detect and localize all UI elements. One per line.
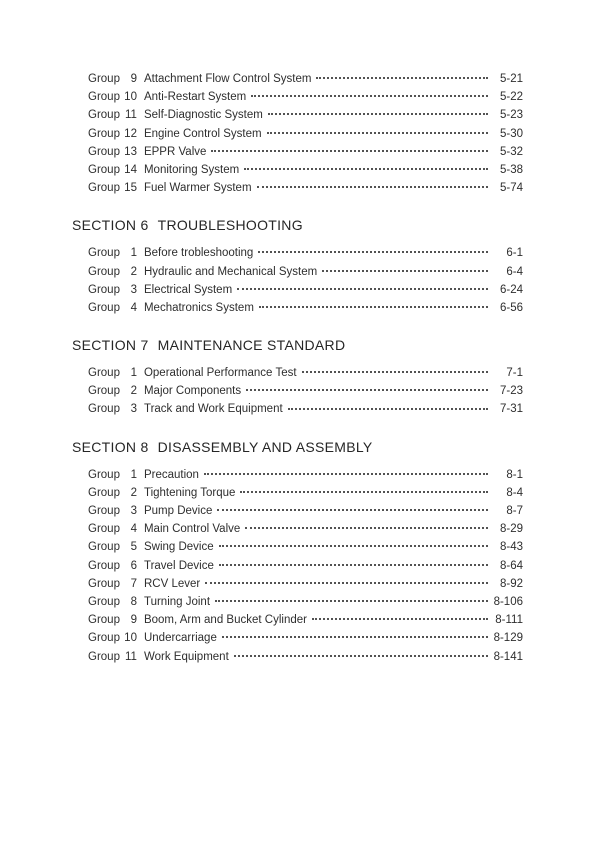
group-label: Group [88, 577, 120, 590]
group-label: Group [88, 468, 120, 481]
entry-title: Tightening Torque [143, 486, 236, 499]
entry-page-number: 7-31 [499, 403, 523, 416]
dot-leader [312, 618, 488, 620]
entry-title: Major Components [143, 385, 242, 398]
dot-leader [237, 288, 488, 290]
group-number: 15 [124, 182, 137, 195]
dot-leader [288, 408, 488, 410]
entry-page-number: 8-1 [506, 468, 523, 481]
entry-title: Work Equipment [143, 650, 229, 663]
toc-entry [72, 179, 523, 197]
toc-entry [72, 143, 523, 161]
entry-title: Undercarriage [143, 632, 217, 645]
entry-title: Turning Joint [143, 595, 211, 608]
toc-entry [72, 125, 523, 143]
entry-page-number: 5-21 [499, 73, 523, 85]
group-number: 13 [124, 145, 137, 158]
entry-page-number: 5-30 [499, 127, 523, 140]
group-number: 2 [130, 385, 137, 398]
toc-entry [72, 629, 523, 647]
toc-entry [72, 400, 523, 418]
entry-title: Monitoring System [143, 163, 240, 176]
group-number: 11 [125, 650, 137, 663]
group-label: Group [88, 523, 120, 536]
entry-title: Engine Control System [143, 127, 262, 140]
group-label: Group [88, 486, 120, 499]
group-number: 4 [130, 301, 137, 314]
entry-page-number: 6-24 [499, 283, 523, 296]
entry-page-number: 6-1 [506, 247, 523, 260]
group-number: 7 [130, 577, 137, 590]
toc-entry [72, 70, 523, 88]
group-number: 3 [130, 505, 137, 517]
toc-entry [72, 299, 523, 317]
entry-page-number: 8-7 [506, 505, 523, 517]
group-label: Group [88, 301, 120, 314]
dot-leader [259, 306, 488, 308]
dot-leader [316, 77, 488, 79]
section-number: SECTION 7 [72, 337, 149, 354]
group-number: 3 [130, 403, 137, 416]
entry-title: Electrical System [143, 283, 233, 296]
toc-entry [72, 88, 523, 106]
entry-title: Travel Device [143, 559, 214, 572]
group-label: Group [88, 595, 120, 608]
group-label: Group [88, 614, 120, 627]
entry-page-number: 8-111 [495, 614, 523, 627]
group-label: Group [88, 559, 120, 572]
group-number: 8 [130, 595, 137, 608]
section-number: SECTION 8 [72, 438, 149, 455]
group-number: 12 [124, 127, 137, 140]
toc-entry [72, 520, 523, 538]
toc-section [72, 437, 523, 666]
entry-page-number: 5-23 [499, 109, 523, 122]
dot-leader [246, 389, 488, 391]
dot-leader [251, 95, 488, 97]
toc-list [72, 244, 523, 317]
dot-leader [222, 636, 488, 638]
group-number: 10 [124, 632, 137, 645]
group-number: 4 [130, 523, 137, 536]
section-number: SECTION 6 [72, 217, 149, 234]
entry-page-number: 7-1 [506, 367, 523, 380]
group-label: Group [88, 91, 120, 104]
group-label: Group [88, 541, 120, 554]
group-label: Group [88, 283, 120, 296]
toc-entry [72, 382, 523, 400]
toc-entry [72, 593, 523, 611]
entry-page-number: 5-74 [499, 182, 523, 195]
dot-leader [257, 186, 488, 188]
entry-page-number: 8-92 [499, 577, 523, 590]
toc-entry [72, 106, 523, 124]
toc-list [72, 466, 523, 666]
section-title: MAINTENANCE STANDARD [157, 337, 346, 354]
dot-leader [240, 491, 488, 493]
entry-page-number: 8-141 [493, 650, 523, 663]
toc-entry [72, 161, 523, 179]
group-label: Group [88, 247, 120, 260]
entry-page-number: 8-29 [499, 523, 523, 536]
toc-entry [72, 538, 523, 556]
entry-title: Pump Device [143, 505, 213, 517]
group-number: 2 [130, 486, 137, 499]
group-number: 1 [130, 367, 137, 380]
dot-leader [302, 371, 488, 373]
entry-title: Boom, Arm and Bucket Cylinder [143, 614, 307, 627]
toc-entry [72, 502, 523, 520]
group-label: Group [88, 109, 120, 122]
entry-title: Main Control Valve [143, 523, 241, 536]
group-label: Group [88, 265, 120, 278]
entry-page-number: 8-43 [499, 541, 523, 554]
group-number: 14 [124, 163, 137, 176]
toc-entry [72, 466, 523, 484]
toc-section [72, 215, 523, 317]
toc-entry [72, 263, 523, 281]
entry-page-number: 8-4 [506, 486, 523, 499]
group-number: 1 [130, 468, 137, 481]
section-heading [72, 215, 523, 235]
section-heading [72, 437, 523, 457]
toc-entry [72, 611, 523, 629]
group-label: Group [88, 367, 120, 380]
dot-leader [322, 270, 488, 272]
entry-title: Track and Work Equipment [143, 403, 283, 416]
dot-leader [267, 132, 488, 134]
entry-page-number: 6-56 [499, 301, 523, 314]
group-label: Group [88, 650, 120, 663]
group-number: 6 [130, 559, 137, 572]
entry-title: EPPR Valve [143, 145, 207, 158]
toc-entry [72, 244, 523, 262]
group-label: Group [88, 385, 120, 398]
dot-leader [258, 251, 488, 253]
dot-leader [245, 527, 488, 529]
group-number: 2 [130, 265, 137, 278]
entry-title: Anti-Restart System [143, 91, 247, 104]
toc-entry [72, 648, 523, 666]
toc-entry [72, 557, 523, 575]
dot-leader [211, 150, 488, 152]
toc-entry [72, 281, 523, 299]
toc-entry [72, 575, 523, 593]
group-number: 11 [125, 109, 137, 122]
entry-title: Mechatronics System [143, 301, 254, 314]
toc-list [72, 70, 523, 197]
toc-entry [72, 364, 523, 382]
entry-page-number: 5-38 [499, 163, 523, 176]
entry-title: Before trobleshooting [143, 247, 254, 260]
group-number: 3 [130, 283, 137, 296]
group-label: Group [88, 182, 120, 195]
group-label: Group [88, 403, 120, 416]
entry-page-number: 7-23 [499, 385, 523, 398]
toc-section [72, 70, 523, 197]
table-of-contents [72, 70, 523, 666]
entry-title: RCV Lever [143, 577, 201, 590]
section-heading [72, 335, 523, 355]
group-number: 9 [130, 73, 137, 85]
toc-list [72, 364, 523, 419]
dot-leader [219, 545, 488, 547]
dot-leader [215, 600, 488, 602]
entry-page-number: 5-22 [499, 91, 523, 104]
entry-title: Attachment Flow Control System [143, 73, 312, 85]
dot-leader [244, 168, 488, 170]
entry-page-number: 8-129 [493, 632, 523, 645]
group-label: Group [88, 73, 120, 85]
group-label: Group [88, 632, 120, 645]
group-number: 5 [130, 541, 137, 554]
group-label: Group [88, 127, 120, 140]
dot-leader [205, 582, 488, 584]
toc-section [72, 335, 523, 419]
group-label: Group [88, 145, 120, 158]
entry-page-number: 8-64 [499, 559, 523, 572]
entry-page-number: 5-32 [499, 145, 523, 158]
group-number: 1 [130, 247, 137, 260]
entry-page-number: 8-106 [493, 595, 523, 608]
dot-leader [234, 655, 488, 657]
dot-leader [219, 564, 488, 566]
group-number: 9 [130, 614, 137, 627]
entry-title: Self-Diagnostic System [143, 109, 263, 122]
group-label: Group [88, 505, 120, 517]
entry-title: Operational Performance Test [143, 367, 297, 380]
entry-title: Precaution [143, 468, 199, 481]
dot-leader [204, 473, 488, 475]
section-title: TROUBLESHOOTING [157, 217, 303, 234]
dot-leader [268, 113, 488, 115]
toc-entry [72, 484, 523, 502]
entry-title: Hydraulic and Mechanical System [143, 265, 318, 278]
group-label: Group [88, 163, 120, 176]
entry-page-number: 6-4 [506, 265, 523, 278]
section-title: DISASSEMBLY AND ASSEMBLY [157, 438, 373, 455]
entry-title: Fuel Warmer System [143, 182, 252, 195]
group-number: 10 [124, 91, 137, 104]
entry-title: Swing Device [143, 541, 214, 554]
dot-leader [217, 509, 488, 511]
